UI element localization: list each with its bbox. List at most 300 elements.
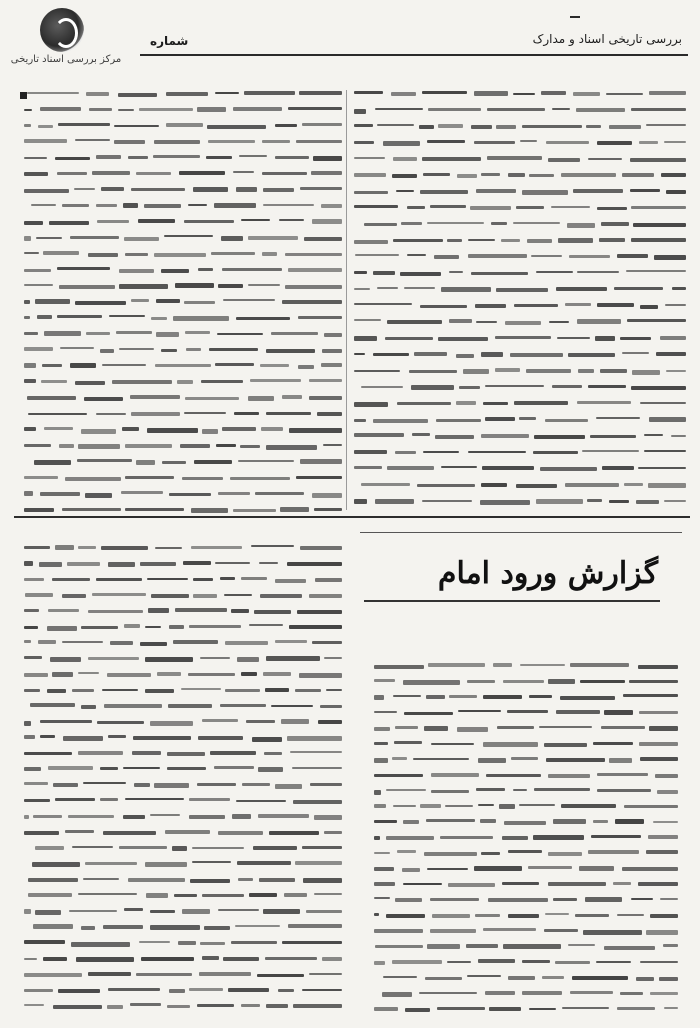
text-line-segment: [77, 459, 132, 462]
text-line-segment: [529, 695, 551, 698]
text-line-segment: [78, 546, 96, 549]
text-line-segment: [545, 913, 568, 915]
text-line-segment: [561, 804, 616, 808]
text-line-segment: [602, 466, 634, 470]
text-line-segment: [24, 673, 48, 677]
text-line-segment: [476, 189, 516, 193]
text-line-segment: [24, 139, 67, 143]
text-line-segment: [193, 578, 213, 581]
text-line-segment: [374, 961, 385, 965]
text-line-segment: [241, 577, 267, 580]
text-line-segment: [148, 608, 169, 613]
text-line-segment: [588, 850, 639, 854]
text-line-segment: [540, 467, 597, 471]
text-line-segment: [298, 365, 314, 369]
text-line-segment: [529, 1008, 556, 1010]
text-line-segment: [191, 546, 242, 549]
text-line-segment: [476, 788, 505, 791]
text-line-segment: [112, 380, 171, 384]
text-line-segment: [393, 157, 416, 161]
text-line-segment: [644, 434, 663, 436]
text-line-segment: [191, 508, 228, 513]
text-line-segment: [231, 609, 248, 613]
section-divider: [14, 516, 690, 518]
text-line-segment: [672, 287, 686, 290]
text-line-segment: [53, 783, 78, 787]
text-line-segment: [102, 364, 147, 366]
header-mark: [570, 16, 580, 28]
text-line-segment: [577, 319, 622, 324]
text-line-segment: [374, 804, 386, 808]
text-line-segment: [546, 758, 605, 762]
text-line-segment: [130, 395, 180, 399]
text-line-segment: [324, 831, 342, 834]
text-line-segment: [632, 370, 659, 375]
text-line-segment: [242, 783, 270, 786]
text-line-segment: [310, 783, 342, 786]
text-line-segment: [58, 989, 100, 993]
text-line-segment: [300, 459, 342, 464]
text-line-segment: [296, 476, 342, 479]
text-line-segment: [403, 820, 419, 824]
text-line-segment: [269, 831, 320, 835]
text-line-segment: [354, 319, 381, 321]
text-line-segment: [441, 287, 491, 292]
text-line-segment: [186, 348, 201, 351]
text-line-segment: [153, 155, 200, 158]
text-line-segment: [597, 141, 632, 145]
text-line-segment: [648, 483, 686, 488]
text-line-segment: [85, 862, 137, 865]
text-line-segment: [110, 641, 133, 645]
text-line-segment: [279, 219, 305, 221]
text-line-segment: [556, 710, 600, 714]
text-line-segment: [185, 397, 239, 400]
text-line-segment: [548, 679, 575, 684]
text-line-segment: [648, 835, 678, 839]
text-line-segment: [482, 466, 534, 470]
text-line-segment: [121, 491, 163, 494]
text-line-segment: [285, 253, 342, 256]
text-line-segment: [361, 483, 410, 486]
text-line-segment: [424, 852, 477, 856]
text-line-segment: [81, 926, 95, 930]
archive-emblem-icon: [40, 8, 84, 52]
text-line-segment: [576, 108, 625, 112]
text-line-segment: [150, 721, 193, 726]
text-line-segment: [168, 704, 212, 708]
text-line-segment: [315, 578, 342, 582]
text-line-segment: [271, 705, 313, 707]
text-line-segment: [320, 705, 342, 708]
text-line-segment: [265, 957, 317, 960]
text-line-segment: [89, 108, 113, 111]
text-line-segment: [393, 239, 443, 242]
text-line-segment: [172, 846, 187, 851]
text-line-segment: [125, 253, 148, 256]
text-line-segment: [508, 914, 538, 918]
text-line-segment: [374, 820, 397, 823]
text-line-segment: [374, 711, 397, 713]
text-line-segment: [480, 500, 530, 505]
text-line-segment: [260, 364, 289, 367]
text-line-segment: [299, 673, 342, 678]
text-line-segment: [218, 492, 250, 495]
text-line-segment: [58, 123, 110, 126]
text-line-segment: [631, 206, 686, 209]
text-line-segment: [402, 868, 420, 872]
text-line-segment: [374, 929, 423, 933]
text-line-segment: [96, 578, 142, 581]
text-line-segment: [483, 695, 521, 699]
text-line-segment: [128, 156, 147, 159]
text-line-segment: [580, 680, 624, 683]
text-line-segment: [72, 846, 113, 848]
text-line-segment: [656, 352, 686, 356]
text-line-segment: [314, 508, 342, 511]
text-line-segment: [295, 689, 321, 692]
text-line-segment: [215, 92, 239, 94]
text-line-segment: [236, 187, 257, 192]
text-line-segment: [630, 189, 660, 192]
text-line-segment: [221, 236, 243, 241]
text-line-segment: [354, 353, 365, 355]
text-line-segment: [166, 123, 202, 127]
text-line-segment: [241, 672, 257, 676]
text-line-segment: [489, 1007, 521, 1011]
text-line-segment: [282, 395, 303, 399]
text-line-segment: [553, 898, 578, 901]
text-line-segment: [593, 742, 633, 745]
text-line-segment: [664, 500, 686, 502]
text-line-segment: [132, 751, 161, 755]
text-line-segment: [562, 1007, 608, 1009]
text-line-segment: [640, 402, 686, 404]
text-line-segment: [565, 303, 590, 306]
text-line-segment: [374, 727, 390, 731]
text-line-segment: [593, 820, 608, 823]
text-line-segment: [57, 315, 102, 318]
text-line-segment: [220, 704, 265, 707]
text-line-segment: [314, 815, 342, 820]
text-line-segment: [481, 173, 500, 176]
text-line-segment: [33, 924, 72, 929]
text-line-segment: [548, 774, 590, 778]
text-line-segment: [97, 721, 144, 724]
text-line-segment: [188, 673, 235, 676]
text-line-segment: [623, 694, 678, 697]
text-line-segment: [480, 819, 496, 823]
text-line-segment: [493, 663, 512, 667]
text-line-segment: [81, 429, 115, 434]
text-line-segment: [48, 766, 93, 770]
text-line-segment: [420, 190, 468, 194]
text-line-segment: [419, 125, 434, 129]
text-line-segment: [124, 908, 143, 911]
text-line-segment: [606, 93, 643, 95]
text-line-segment: [516, 484, 557, 488]
text-line-segment: [154, 783, 189, 788]
text-line-segment: [354, 157, 385, 159]
text-line-segment: [600, 369, 627, 373]
text-line-segment: [81, 705, 96, 709]
text-line-segment: [263, 672, 291, 676]
text-line-segment: [180, 444, 210, 448]
text-line-segment: [108, 735, 126, 738]
text-line-segment: [597, 207, 627, 210]
text-line-segment: [116, 331, 152, 334]
text-line-segment: [665, 304, 686, 306]
text-line-segment: [83, 878, 119, 880]
text-line-segment: [266, 349, 315, 353]
text-line-segment: [150, 814, 181, 816]
text-line-segment: [617, 914, 644, 916]
text-line-segment: [249, 624, 283, 626]
text-line-segment: [223, 957, 259, 961]
text-line-segment: [189, 815, 225, 819]
text-line-segment: [485, 417, 515, 421]
text-line-segment: [24, 767, 41, 771]
text-line-segment: [78, 444, 120, 449]
text-line-segment: [100, 798, 118, 801]
text-line-segment: [154, 253, 206, 257]
text-line-segment: [300, 546, 342, 550]
text-line-segment: [573, 189, 623, 193]
text-line-segment: [314, 893, 342, 895]
text-line-segment: [193, 594, 217, 598]
text-line-segment: [483, 928, 536, 931]
text-line-segment: [211, 252, 256, 255]
text-line-segment: [640, 305, 658, 309]
text-line-segment: [28, 893, 72, 897]
text-column-top-right: [352, 86, 686, 516]
text-line-segment: [427, 222, 484, 224]
text-line-segment: [264, 752, 283, 755]
text-line-segment: [166, 92, 208, 96]
text-line-segment: [374, 695, 384, 700]
text-line-segment: [426, 819, 475, 822]
text-line-segment: [239, 155, 267, 157]
text-line-segment: [24, 689, 40, 692]
text-line-segment: [466, 944, 498, 948]
text-line-segment: [228, 988, 269, 992]
text-line-segment: [548, 852, 582, 856]
text-line-segment: [78, 672, 99, 674]
text-line-segment: [100, 767, 118, 770]
text-line-segment: [622, 173, 654, 177]
text-line-segment: [24, 236, 31, 241]
text-line-segment: [284, 893, 306, 897]
text-line-segment: [426, 695, 444, 699]
text-line-segment: [42, 364, 62, 367]
text-line-segment: [526, 369, 571, 373]
text-line-segment: [449, 695, 476, 698]
text-line-segment: [539, 726, 592, 728]
text-line-segment: [666, 190, 686, 194]
text-line-segment: [97, 220, 129, 223]
text-line-segment: [548, 882, 607, 886]
text-line-segment: [52, 672, 73, 677]
text-line-segment: [536, 499, 583, 504]
text-line-segment: [65, 477, 121, 481]
text-line-segment: [558, 238, 593, 243]
text-line-segment: [114, 140, 145, 144]
text-line-segment: [222, 268, 282, 271]
text-line-segment: [636, 500, 659, 504]
text-line-segment: [36, 237, 62, 239]
text-line-segment: [128, 878, 186, 882]
text-line-segment: [147, 578, 188, 580]
text-line-segment: [303, 878, 342, 883]
text-line-segment: [244, 91, 295, 95]
text-line-segment: [254, 610, 291, 614]
text-line-segment: [53, 1005, 102, 1009]
text-line-segment: [650, 914, 678, 918]
text-line-segment: [312, 493, 342, 498]
text-line-segment: [354, 433, 404, 437]
text-line-segment: [169, 989, 185, 993]
text-line-segment: [24, 735, 35, 739]
text-line-segment: [181, 688, 221, 690]
text-line-segment: [275, 156, 308, 159]
text-line-segment: [88, 657, 139, 660]
text-line-segment: [503, 944, 561, 949]
text-line-segment: [141, 957, 195, 961]
text-line-segment: [144, 204, 181, 208]
text-line-segment: [457, 727, 488, 732]
text-line-segment: [375, 108, 423, 110]
text-line-segment: [182, 909, 210, 914]
text-line-segment: [70, 236, 119, 239]
text-line-segment: [75, 381, 105, 385]
text-line-segment: [387, 466, 434, 470]
text-line-segment: [75, 301, 125, 305]
text-line-segment: [225, 641, 269, 645]
text-line-segment: [147, 428, 198, 433]
text-line-segment: [259, 878, 295, 882]
text-line-segment: [182, 477, 223, 480]
text-line-segment: [96, 204, 117, 207]
text-line-segment: [68, 815, 115, 818]
text-line-segment: [655, 774, 678, 778]
text-line-segment: [638, 665, 678, 669]
text-line-segment: [285, 285, 342, 289]
text-line-segment: [481, 483, 506, 487]
text-line-segment: [206, 156, 232, 159]
text-line-segment: [175, 283, 213, 288]
text-line-segment: [475, 304, 505, 308]
text-line-segment: [76, 957, 134, 962]
text-line-segment: [553, 819, 586, 824]
text-line-segment: [251, 545, 294, 547]
text-line-segment: [322, 957, 342, 961]
text-line-segment: [57, 172, 87, 175]
text-line-segment: [513, 93, 535, 95]
text-line-segment: [24, 909, 31, 914]
text-line-segment: [476, 321, 497, 323]
text-line-segment: [131, 412, 179, 416]
text-line-segment: [218, 831, 264, 835]
text-line-segment: [456, 401, 476, 405]
text-line-segment: [456, 354, 475, 358]
text-line-segment: [24, 363, 36, 368]
text-line-segment: [533, 451, 578, 454]
text-line-segment: [428, 108, 481, 111]
running-header: [140, 16, 688, 68]
text-line-segment: [468, 254, 527, 258]
text-line-segment: [536, 271, 573, 273]
text-line-segment: [374, 897, 390, 899]
text-line-segment: [427, 868, 468, 870]
text-line-segment: [661, 173, 686, 177]
text-line-segment: [430, 929, 476, 933]
text-line-segment: [374, 774, 423, 777]
text-line-segment: [184, 301, 215, 304]
text-line-segment: [253, 846, 297, 850]
text-line-segment: [169, 625, 184, 629]
text-line-segment: [44, 331, 81, 336]
text-line-segment: [375, 945, 423, 948]
text-line-segment: [297, 610, 342, 614]
text-line-segment: [198, 268, 213, 271]
text-line-segment: [597, 773, 648, 776]
text-line-segment: [377, 124, 414, 126]
text-line-segment: [130, 1003, 160, 1006]
text-line-segment: [447, 961, 472, 963]
text-line-segment: [385, 337, 433, 340]
text-line-segment: [354, 271, 367, 274]
text-line-segment: [470, 206, 511, 210]
text-line-segment: [549, 321, 569, 323]
text-line-segment: [78, 751, 123, 755]
text-line-segment: [640, 757, 678, 761]
text-line-segment: [48, 609, 79, 612]
text-line-segment: [24, 973, 82, 977]
text-line-segment: [609, 125, 641, 129]
text-line-segment: [237, 657, 260, 662]
text-line-segment: [125, 444, 173, 448]
text-line-segment: [24, 269, 51, 272]
text-line-segment: [210, 751, 255, 755]
text-line-segment: [318, 720, 342, 724]
text-line-segment: [374, 742, 388, 745]
text-line-segment: [282, 941, 342, 944]
text-line-segment: [531, 255, 562, 257]
text-line-segment: [409, 370, 456, 373]
text-line-segment: [354, 303, 412, 305]
text-line-segment: [236, 800, 285, 802]
text-line-segment: [184, 412, 226, 414]
text-line-segment: [266, 445, 317, 450]
text-line-segment: [207, 125, 266, 129]
text-line-segment: [354, 240, 388, 244]
text-line-segment: [74, 188, 95, 190]
text-line-segment: [134, 783, 150, 787]
text-line-segment: [354, 91, 383, 94]
text-line-segment: [596, 961, 631, 963]
text-line-segment: [306, 910, 342, 913]
text-line-segment: [503, 680, 544, 683]
text-line-segment: [24, 491, 33, 496]
text-line-segment: [280, 507, 309, 512]
text-line-segment: [236, 317, 289, 320]
text-line-segment: [199, 972, 252, 976]
text-line-segment: [214, 203, 256, 208]
text-line-segment: [631, 108, 686, 111]
text-line-segment: [508, 976, 534, 980]
text-line-segment: [35, 299, 70, 304]
text-line-segment: [78, 893, 137, 895]
